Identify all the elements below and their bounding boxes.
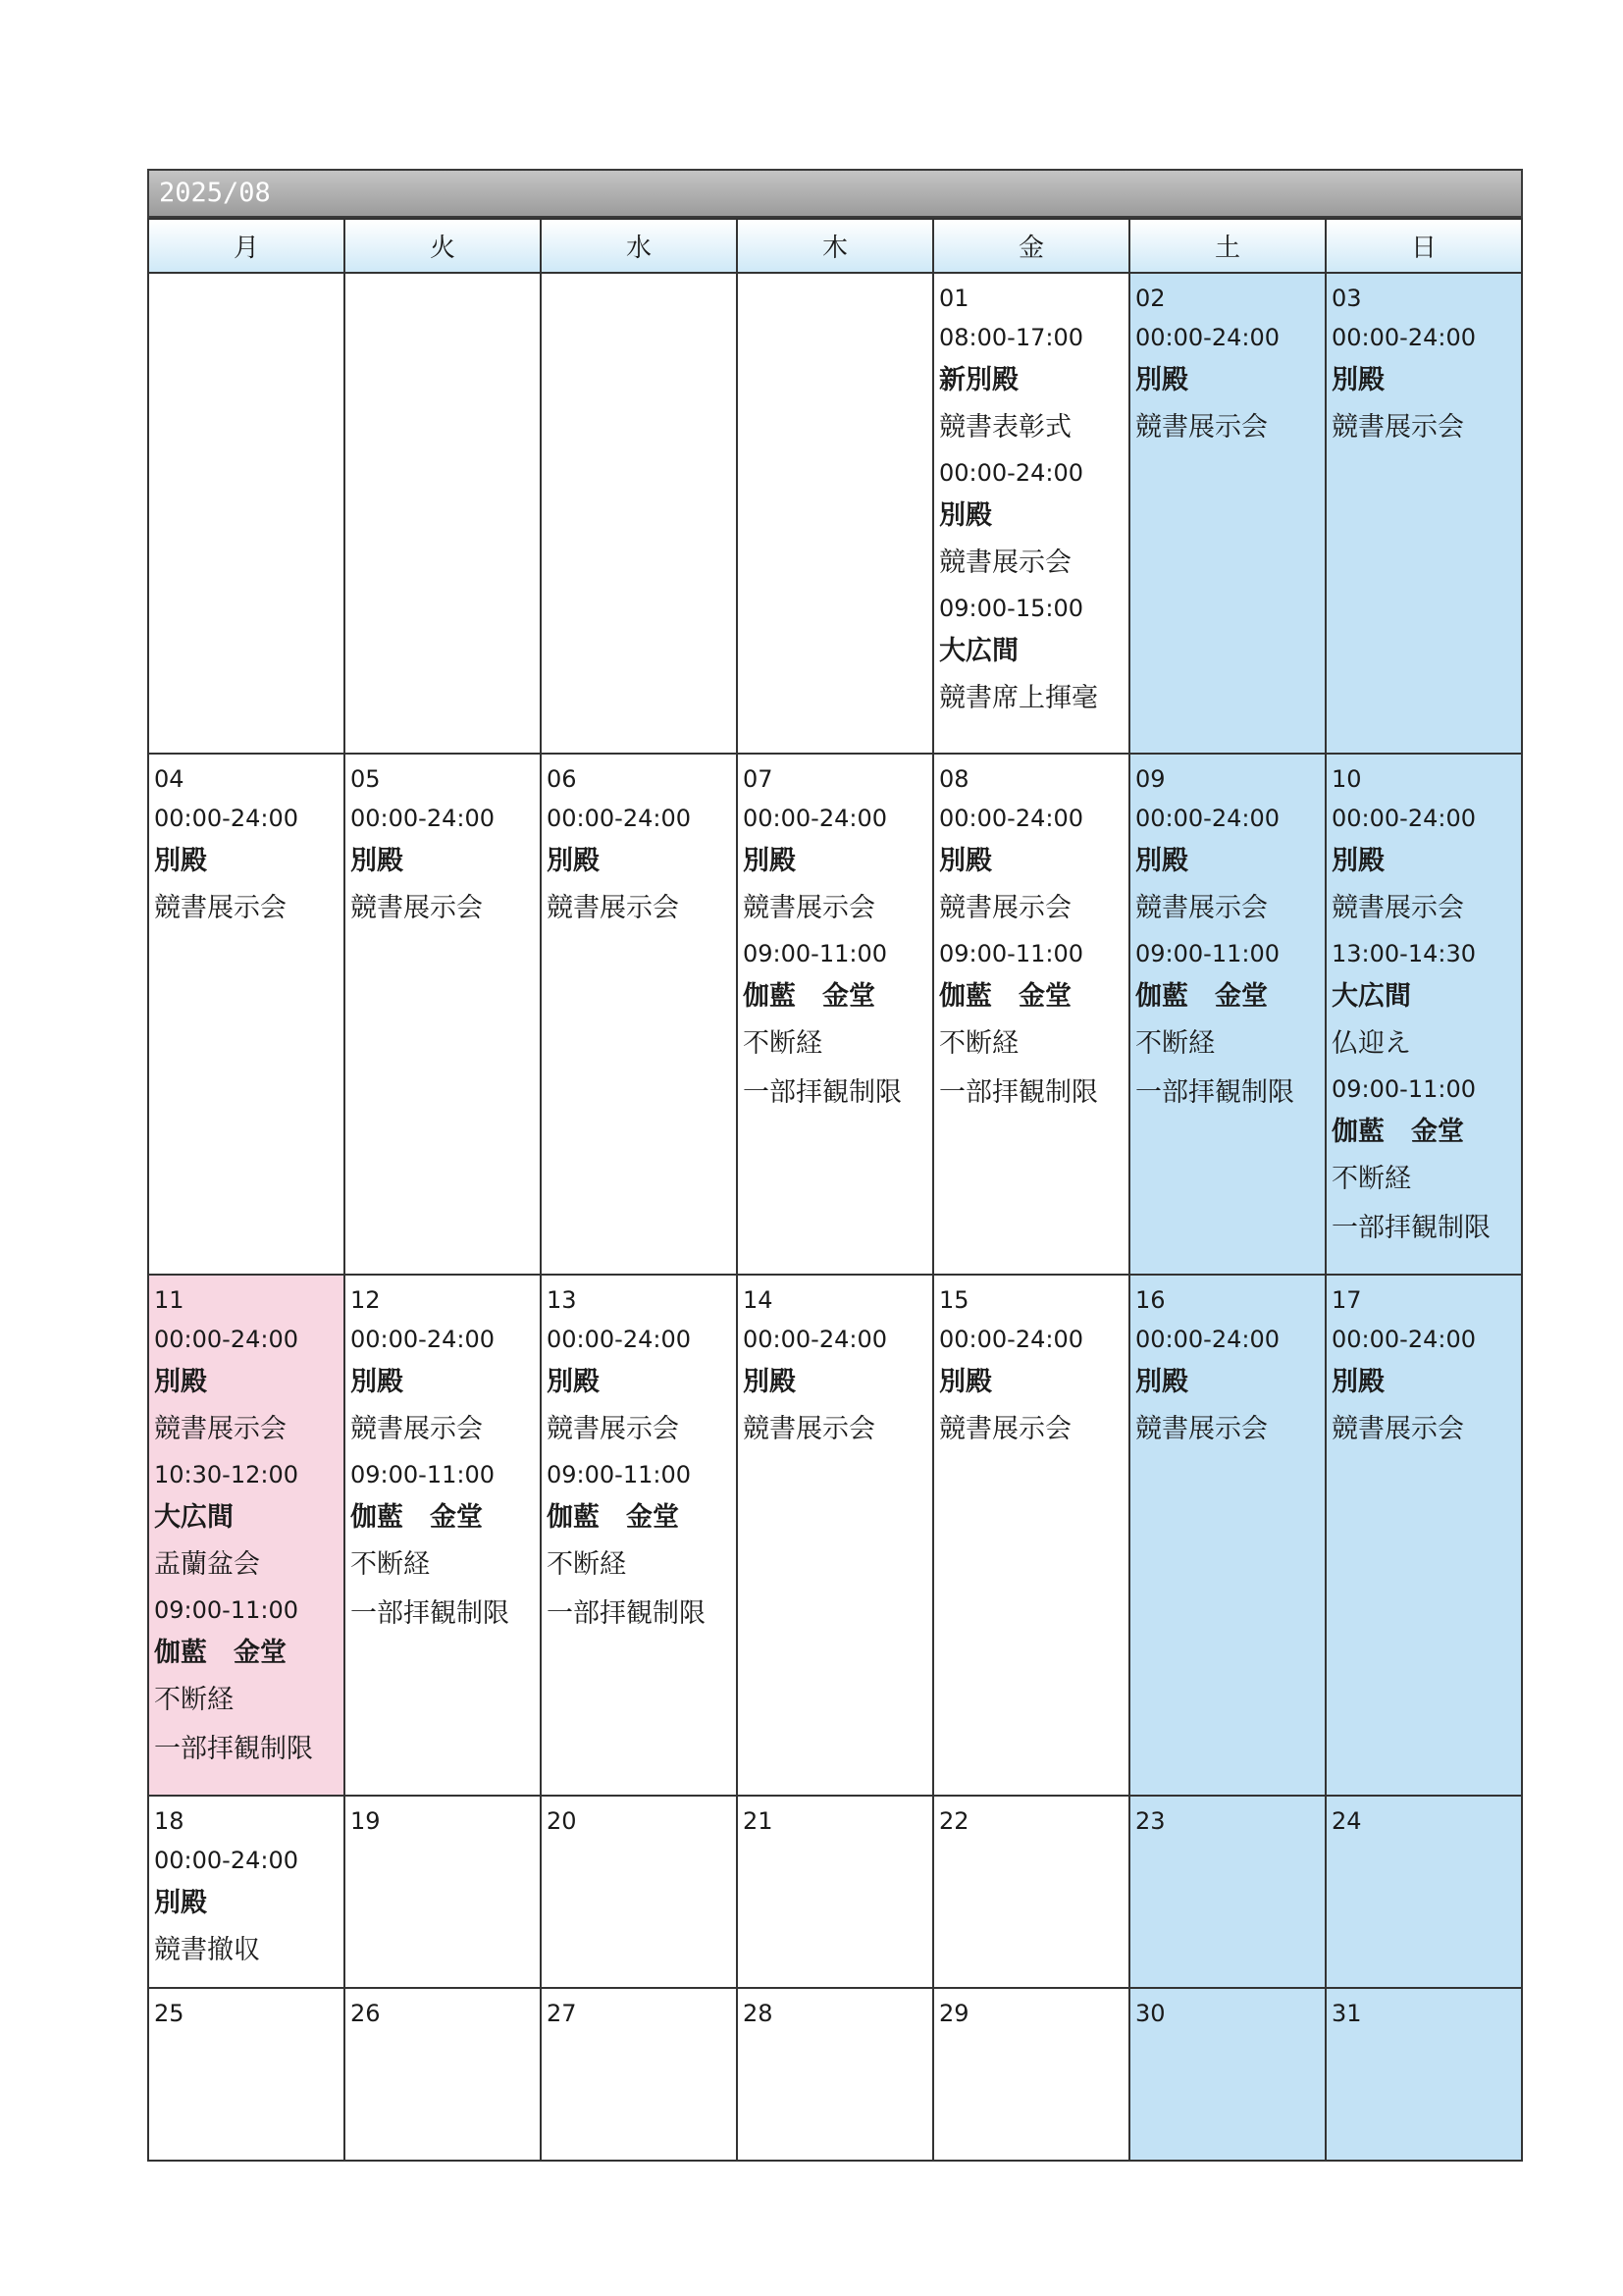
day-number: 06: [547, 765, 577, 793]
day-number: 07: [743, 765, 773, 793]
event-name: 仏迎え: [1332, 1028, 1411, 1059]
event-time: 09:00-15:00: [939, 595, 1083, 622]
event-place: 伽藍 金堂: [350, 1502, 483, 1533]
event-entry[interactable]: [1332, 1069, 1517, 1253]
event-entry[interactable]: [547, 798, 732, 933]
week-row: [148, 1796, 1522, 1988]
day-number: 23: [1135, 1807, 1166, 1835]
event-name: 競書展示会: [939, 1414, 1072, 1444]
event-entry[interactable]: [939, 588, 1125, 723]
event-entry[interactable]: [154, 1454, 340, 1590]
event-place: 大広間: [939, 636, 1019, 666]
event-name: 競書展示会: [743, 1414, 875, 1444]
weekday-fri: 金: [933, 219, 1129, 273]
day-cell-21[interactable]: [737, 1796, 933, 1988]
event-entry[interactable]: [1332, 317, 1517, 452]
day-number: 05: [350, 765, 381, 793]
event-place: 別殿: [154, 1367, 207, 1397]
event-name: 不断経: [350, 1549, 430, 1580]
event-place: 別殿: [1332, 365, 1385, 395]
day-cell-19[interactable]: [344, 1796, 541, 1988]
day-number: 13: [547, 1286, 577, 1314]
event-entry[interactable]: [154, 798, 340, 933]
day-number: 11: [154, 1286, 184, 1314]
event-time: 00:00-24:00: [939, 459, 1083, 487]
day-number: 08: [939, 765, 969, 793]
event-place: 別殿: [1332, 846, 1385, 876]
day-cell-10[interactable]: [1326, 754, 1522, 1275]
event-place: 伽藍 金堂: [1135, 981, 1268, 1012]
week-row: [148, 1988, 1522, 2161]
day-cell-31[interactable]: [1326, 1988, 1522, 2161]
weekday-header-row: [148, 219, 1522, 273]
day-cell-11[interactable]: [148, 1275, 344, 1796]
day-number: 04: [154, 765, 184, 793]
event-time: 00:00-24:00: [1135, 1326, 1280, 1353]
day-number: 30: [1135, 2000, 1166, 2027]
event-name: 不断経: [154, 1685, 234, 1715]
day-cell-16[interactable]: [1129, 1275, 1326, 1796]
day-number: 29: [939, 2000, 969, 2027]
event-entry[interactable]: [350, 798, 536, 933]
event-entry[interactable]: [1332, 1319, 1517, 1454]
day-number: 21: [743, 1807, 773, 1835]
day-cell-14[interactable]: [737, 1275, 933, 1796]
day-number: 18: [154, 1807, 184, 1835]
day-number: 20: [547, 1807, 577, 1835]
event-time: 00:00-24:00: [1332, 1326, 1476, 1353]
day-cell-25[interactable]: [148, 1988, 344, 2161]
event-name: 競書展示会: [1332, 412, 1464, 443]
day-cell-04[interactable]: [148, 754, 344, 1275]
weekday-thu: 木: [737, 219, 933, 273]
event-entry[interactable]: [547, 1319, 732, 1454]
weekday-mon: 月: [148, 219, 344, 273]
event-place: 別殿: [939, 500, 992, 531]
day-cell-20[interactable]: [541, 1796, 737, 1988]
event-name: 競書展示会: [154, 893, 287, 923]
weekday-sun: 日: [1326, 219, 1522, 273]
weekday-sat: 土: [1129, 219, 1326, 273]
event-place: 別殿: [939, 846, 992, 876]
event-place: 大広間: [154, 1502, 234, 1533]
event-entry[interactable]: [547, 1454, 732, 1639]
event-entry[interactable]: [154, 1319, 340, 1454]
event-name: 競書展示会: [350, 893, 483, 923]
event-name: 競書展示会: [1135, 1414, 1268, 1444]
event-time: 09:00-11:00: [1135, 940, 1280, 967]
event-time: 09:00-11:00: [743, 940, 887, 967]
event-name: 不断経: [743, 1028, 822, 1059]
event-time: 09:00-11:00: [154, 1596, 298, 1624]
event-entry[interactable]: [1135, 317, 1321, 452]
event-time: 10:30-12:00: [154, 1461, 298, 1488]
event-place: 別殿: [1135, 846, 1188, 876]
event-place: 別殿: [547, 846, 600, 876]
event-place: 別殿: [743, 1367, 796, 1397]
event-time: 00:00-24:00: [154, 1326, 298, 1353]
calendar: [147, 169, 1523, 2162]
event-name: 不断経: [1135, 1028, 1215, 1059]
week-row: [148, 1275, 1522, 1796]
day-cell-07[interactable]: [737, 754, 933, 1275]
event-place: 別殿: [547, 1367, 600, 1397]
event-place: 別殿: [1135, 1367, 1188, 1397]
event-time: 00:00-24:00: [350, 1326, 495, 1353]
event-entry[interactable]: [939, 452, 1125, 588]
day-cell-15[interactable]: [933, 1275, 1129, 1796]
event-name: 競書展示会: [743, 893, 875, 923]
event-time: 13:00-14:30: [1332, 940, 1476, 967]
event-name: 競書表彰式: [939, 412, 1072, 443]
event-name: 盂蘭盆会: [154, 1549, 260, 1580]
event-entry[interactable]: [939, 798, 1125, 933]
event-note: 一部拝観制限: [743, 1077, 902, 1108]
day-number: 14: [743, 1286, 773, 1314]
event-place: 伽藍 金堂: [547, 1502, 679, 1533]
day-cell-08[interactable]: [933, 754, 1129, 1275]
event-name: 競書展示会: [547, 1414, 679, 1444]
event-name: 競書展示会: [1332, 893, 1464, 923]
event-note: 一部拝観制限: [939, 1077, 1098, 1108]
event-entry[interactable]: [154, 1590, 340, 1774]
month-title: 2025/08: [147, 169, 1523, 218]
event-place: 伽藍 金堂: [1332, 1117, 1464, 1147]
event-entry[interactable]: [350, 1454, 536, 1639]
day-number: 02: [1135, 285, 1166, 312]
day-number: 15: [939, 1286, 969, 1314]
event-time: 00:00-24:00: [350, 805, 495, 832]
day-cell-02[interactable]: [1129, 273, 1326, 754]
event-time: 00:00-24:00: [939, 805, 1083, 832]
event-entry[interactable]: [350, 1319, 536, 1454]
day-cell-26[interactable]: [344, 1988, 541, 2161]
event-time: 09:00-11:00: [350, 1461, 495, 1488]
event-entry[interactable]: [743, 798, 928, 933]
event-place: 伽藍 金堂: [939, 981, 1072, 1012]
event-time: 08:00-17:00: [939, 324, 1083, 351]
event-entry[interactable]: [743, 933, 928, 1118]
event-name: 競書席上揮毫: [939, 683, 1098, 713]
event-note: 一部拝観制限: [1332, 1213, 1491, 1243]
week-row: [148, 754, 1522, 1275]
day-cell-30[interactable]: [1129, 1988, 1326, 2161]
event-place: 別殿: [154, 1888, 207, 1918]
event-entry[interactable]: [939, 1319, 1125, 1454]
day-cell-09[interactable]: [1129, 754, 1326, 1275]
day-number: 17: [1332, 1286, 1362, 1314]
day-number: 09: [1135, 765, 1166, 793]
event-place: 別殿: [939, 1367, 992, 1397]
event-name: 競書展示会: [350, 1414, 483, 1444]
event-time: 09:00-11:00: [547, 1461, 691, 1488]
day-number: 16: [1135, 1286, 1166, 1314]
day-cell-12[interactable]: [344, 1275, 541, 1796]
day-cell-empty: [541, 273, 737, 754]
event-place: 新別殿: [939, 365, 1019, 395]
day-number: 24: [1332, 1807, 1362, 1835]
week-row: [148, 273, 1522, 754]
event-name: 競書展示会: [154, 1414, 287, 1444]
weekday-wed: 水: [541, 219, 737, 273]
day-number: 12: [350, 1286, 381, 1314]
event-time: 00:00-24:00: [154, 1847, 298, 1874]
event-entry[interactable]: [939, 933, 1125, 1118]
day-cell-13[interactable]: [541, 1275, 737, 1796]
event-name: 競書展示会: [939, 893, 1072, 923]
day-cell-03[interactable]: [1326, 273, 1522, 754]
event-time: 09:00-11:00: [1332, 1075, 1476, 1103]
event-name: 競書展示会: [547, 893, 679, 923]
event-entry[interactable]: [1332, 798, 1517, 933]
event-time: 00:00-24:00: [1135, 805, 1280, 832]
event-name: 競書展示会: [939, 548, 1072, 578]
day-number: 19: [350, 1807, 381, 1835]
event-name: 不断経: [1332, 1164, 1411, 1194]
event-place: 伽藍 金堂: [154, 1638, 287, 1668]
event-name: 競書展示会: [1135, 893, 1268, 923]
day-cell-24[interactable]: [1326, 1796, 1522, 1988]
event-place: 別殿: [350, 1367, 403, 1397]
day-cell-23[interactable]: [1129, 1796, 1326, 1988]
event-time: 00:00-24:00: [547, 805, 691, 832]
day-cell-empty: [148, 273, 344, 754]
day-cell-28[interactable]: [737, 1988, 933, 2161]
event-entry[interactable]: [1135, 798, 1321, 933]
day-number: 10: [1332, 765, 1362, 793]
event-time: 09:00-11:00: [939, 940, 1083, 967]
event-name: 競書撤収: [154, 1935, 260, 1965]
day-cell-27[interactable]: [541, 1988, 737, 2161]
event-place: 大広間: [1332, 981, 1411, 1012]
event-entry[interactable]: [154, 1840, 340, 1975]
event-place: 別殿: [1332, 1367, 1385, 1397]
day-number: 27: [547, 2000, 577, 2027]
event-time: 00:00-24:00: [939, 1326, 1083, 1353]
day-cell-22[interactable]: [933, 1796, 1129, 1988]
event-place: 伽藍 金堂: [743, 981, 875, 1012]
day-number: 01: [939, 285, 969, 312]
day-number: 03: [1332, 285, 1362, 312]
event-name: 不断経: [547, 1549, 626, 1580]
day-number: 25: [154, 2000, 184, 2027]
event-entry[interactable]: [1332, 933, 1517, 1069]
event-name: 競書展示会: [1332, 1414, 1464, 1444]
day-cell-empty: [344, 273, 541, 754]
day-cell-29[interactable]: [933, 1988, 1129, 2161]
event-entry[interactable]: [743, 1319, 928, 1454]
event-entry[interactable]: [1135, 1319, 1321, 1454]
day-number: 22: [939, 1807, 969, 1835]
day-cell-18[interactable]: [148, 1796, 344, 1988]
event-entry[interactable]: [1135, 933, 1321, 1118]
event-time: 00:00-24:00: [154, 805, 298, 832]
day-cell-empty: [737, 273, 933, 754]
weekday-tue: 火: [344, 219, 541, 273]
event-time: 00:00-24:00: [547, 1326, 691, 1353]
event-name: 不断経: [939, 1028, 1019, 1059]
event-time: 00:00-24:00: [1332, 805, 1476, 832]
calendar-grid: [147, 218, 1523, 2162]
event-entry[interactable]: [939, 317, 1125, 452]
day-cell-05[interactable]: [344, 754, 541, 1275]
day-cell-06[interactable]: [541, 754, 737, 1275]
event-time: 00:00-24:00: [1135, 324, 1280, 351]
day-number: 31: [1332, 2000, 1362, 2027]
event-place: 別殿: [743, 846, 796, 876]
event-note: 一部拝観制限: [547, 1598, 706, 1629]
event-note: 一部拝観制限: [350, 1598, 509, 1629]
day-cell-01[interactable]: [933, 273, 1129, 754]
event-place: 別殿: [154, 846, 207, 876]
event-place: 別殿: [1135, 365, 1188, 395]
event-name: 競書展示会: [1135, 412, 1268, 443]
day-number: 28: [743, 2000, 773, 2027]
event-note: 一部拝観制限: [154, 1734, 313, 1764]
event-note: 一部拝観制限: [1135, 1077, 1294, 1108]
event-time: 00:00-24:00: [743, 805, 887, 832]
event-place: 別殿: [350, 846, 403, 876]
day-cell-17[interactable]: [1326, 1275, 1522, 1796]
event-time: 00:00-24:00: [743, 1326, 887, 1353]
event-time: 00:00-24:00: [1332, 324, 1476, 351]
day-number: 26: [350, 2000, 381, 2027]
